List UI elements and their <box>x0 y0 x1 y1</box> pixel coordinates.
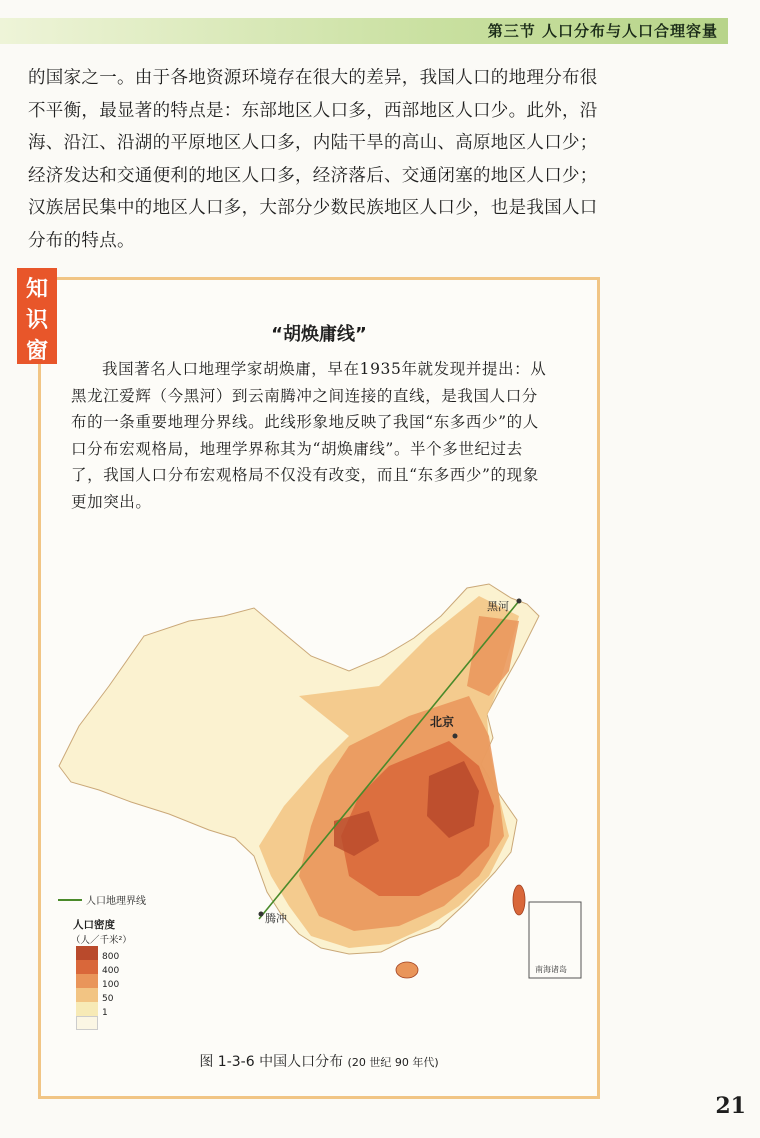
legend-swatch-label: 1 <box>102 1008 108 1018</box>
legend-swatch-lowest <box>76 1016 98 1030</box>
beijing-label: 北京 <box>430 715 455 729</box>
knowledge-box <box>38 277 600 1099</box>
beijing-marker <box>453 734 458 739</box>
knowledge-box-text: 我国著名人口地理学家胡焕庸，早在1935年就发现并提出：从黑龙江爱辉（今黑河）到云南腾冲之间连接的直线，是我国人口分布的一条重要地理分界线。此线形象地反映了我国“东多西少”的人口分布宏观格局，地理学界称其为“胡焕庸线”。半个多世纪过去了，我国人口分布宏观格局不仅没有改变，而且“东多西少”的现象更加突出。 <box>71 360 547 511</box>
chapter-header-band <box>0 18 728 44</box>
legend-density-unit: （人／千米²） <box>71 935 132 946</box>
legend-swatch <box>76 1002 108 1018</box>
legend-swatch <box>76 960 120 976</box>
heihe-marker <box>517 599 522 604</box>
tengchong-marker <box>259 912 264 917</box>
legend-swatch-label: 800 <box>102 952 120 962</box>
hainan-island <box>396 962 418 978</box>
legend-line-sample <box>58 899 82 901</box>
legend-swatch-list <box>58 946 168 1030</box>
chapter-header-title: 第三节 人口分布与人口合理容量 <box>487 22 718 40</box>
figure-caption-note: (20 世纪 90 年代) <box>347 1056 439 1069</box>
legend-swatch-label: 400 <box>102 966 120 976</box>
tab-char: 窗 <box>25 339 48 364</box>
legend-density-title: 人口密度 <box>73 919 115 931</box>
page-number: 21 <box>715 1093 746 1119</box>
figure-caption-main: 图 1-3-6 中国人口分布 <box>199 1054 344 1070</box>
knowledge-window-tab <box>17 268 57 364</box>
legend-swatch <box>76 974 120 990</box>
taiwan-island <box>513 885 525 915</box>
inset-label: 南海诸岛 <box>535 965 567 974</box>
tab-char: 识 <box>25 308 48 333</box>
legend-swatch-label: 50 <box>102 994 114 1004</box>
figure-caption <box>41 1051 597 1071</box>
heihe-label: 黑河 <box>487 600 509 613</box>
legend-swatch <box>76 988 114 1004</box>
map-legend <box>58 892 168 1030</box>
legend-line-row <box>58 892 168 907</box>
legend-swatch-label: 100 <box>102 980 120 990</box>
body-paragraph: 的国家之一。由于各地资源环境存在很大的差异，我国人口的地理分布很不平衡，最显著的特点是：东部地区人口多，西部地区人口少。此外，沿海、沿江、沿湖的平原地区人口多，内陆干旱的高山、高原地区人口少；经济发达和交通便利的地区人口多，经济落后、交通闭塞的地区人口少；汉族居民集中的地区人口多，大部分少数民族地区人口少，也是我国人口分布的特点。 <box>28 68 598 251</box>
tab-char: 知 <box>25 277 48 302</box>
legend-line-label: 人口地理界线 <box>86 896 146 907</box>
tengchong-label: 腾冲 <box>265 912 287 925</box>
legend-swatch <box>76 946 120 962</box>
knowledge-box-title: “胡焕庸线” <box>271 324 367 345</box>
